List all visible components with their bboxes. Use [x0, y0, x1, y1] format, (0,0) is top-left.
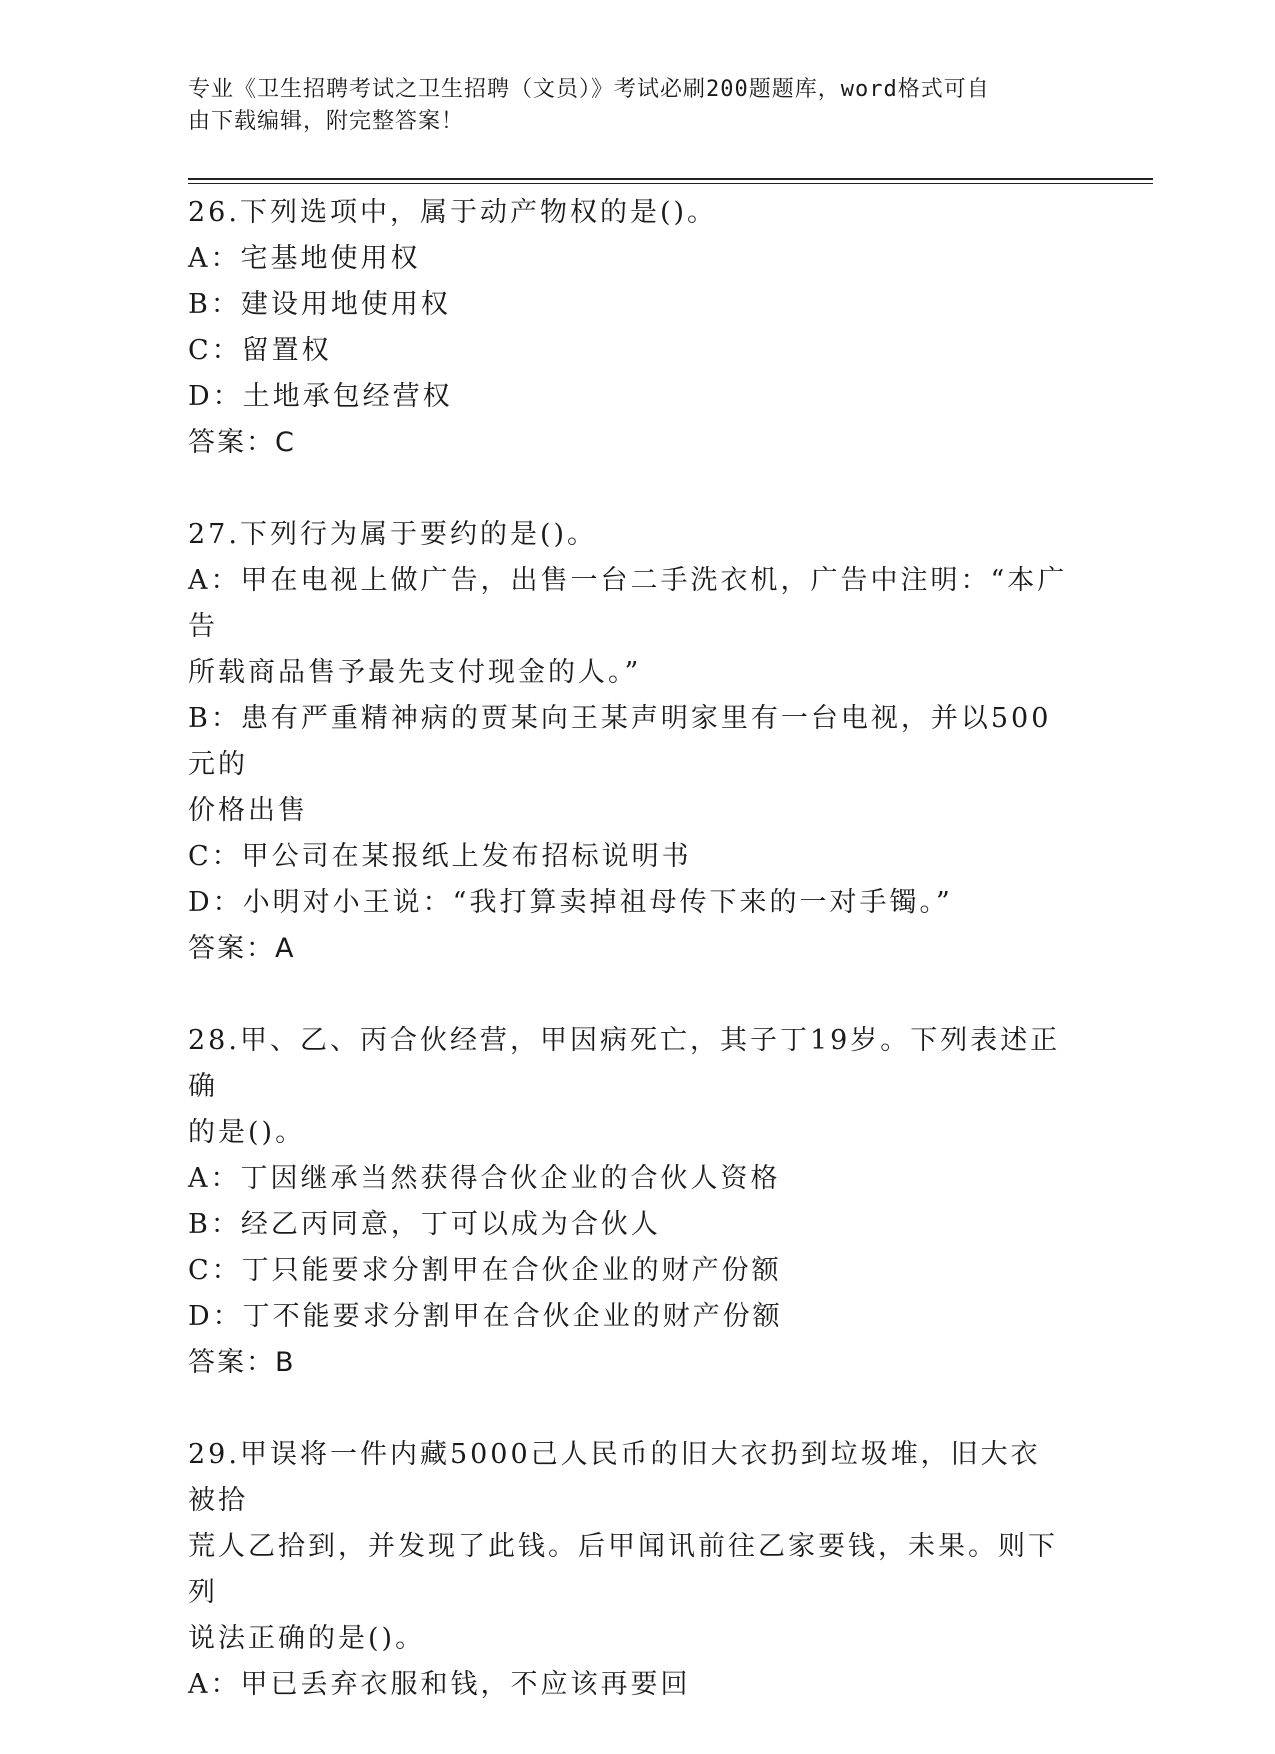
question-26 — [188, 190, 1068, 466]
question-27 — [188, 512, 1068, 972]
answer: 答案：A — [188, 933, 296, 964]
answer: 答案：C — [188, 427, 296, 458]
question-list — [188, 190, 1068, 1754]
option-b: B：患有严重精神病的贾某向王某声明家里有一台电视，并以500元的 — [188, 703, 1052, 780]
option-a-continued: 所载商品售予最先支付现金的人。” — [188, 657, 642, 688]
question-stem: 27.下列行为属于要约的是()。 — [188, 519, 598, 550]
option-a: A：丁因继承当然获得合伙企业的合伙人资格 — [188, 1163, 781, 1194]
option-c: C：丁只能要求分割甲在合伙企业的财产份额 — [188, 1255, 782, 1286]
option-c: C：甲公司在某报纸上发布招标说明书 — [188, 841, 692, 872]
question-stem-continued: 的是()。 — [188, 1117, 306, 1148]
option-d: D：土地承包经营权 — [188, 381, 453, 412]
question-29 — [188, 1432, 1068, 1708]
option-d: D：小明对小王说：“我打算卖掉祖母传下来的一对手镯。” — [188, 887, 953, 918]
option-a: A：甲在电视上做广告，出售一台二手洗衣机，广告中注明：“本广告 — [188, 565, 1068, 642]
header-divider-thick — [188, 178, 1153, 180]
header-divider-thin — [188, 183, 1153, 184]
option-a: A：宅基地使用权 — [188, 243, 421, 274]
question-stem: 29.甲误将一件内藏5000己人民币的旧大衣扔到垃圾堆，旧大衣被拾 — [188, 1439, 1041, 1516]
option-a: A：甲已丢弃衣服和钱，不应该再要回 — [188, 1669, 691, 1700]
question-stem-continued: 荒人乙拾到，并发现了此钱。后甲闻讯前往乙家要钱，未果。则下列 — [188, 1531, 1058, 1608]
document-header — [188, 74, 1068, 138]
header-line-2: 由下载编辑，附完整答案！ — [188, 109, 465, 134]
option-b: B：建设用地使用权 — [188, 289, 451, 320]
header-line-1: 专业《卫生招聘考试之卫生招聘（文员）》考试必刷200题题库，word格式可自 — [188, 77, 990, 102]
question-28 — [188, 1018, 1068, 1386]
question-stem: 26.下列选项中，属于动产物权的是()。 — [188, 197, 718, 228]
question-stem-continued: 说法正确的是()。 — [188, 1623, 426, 1654]
option-b-continued: 价格出售 — [188, 795, 308, 826]
option-d: D：丁不能要求分割甲在合伙企业的财产份额 — [188, 1301, 783, 1332]
option-c: C：留置权 — [188, 335, 332, 366]
option-b: B：经乙丙同意，丁可以成为合伙人 — [188, 1209, 661, 1240]
answer: 答案：B — [188, 1347, 296, 1378]
question-stem: 28.甲、乙、丙合伙经营，甲因病死亡，其子丁19岁。下列表述正确 — [188, 1025, 1061, 1102]
